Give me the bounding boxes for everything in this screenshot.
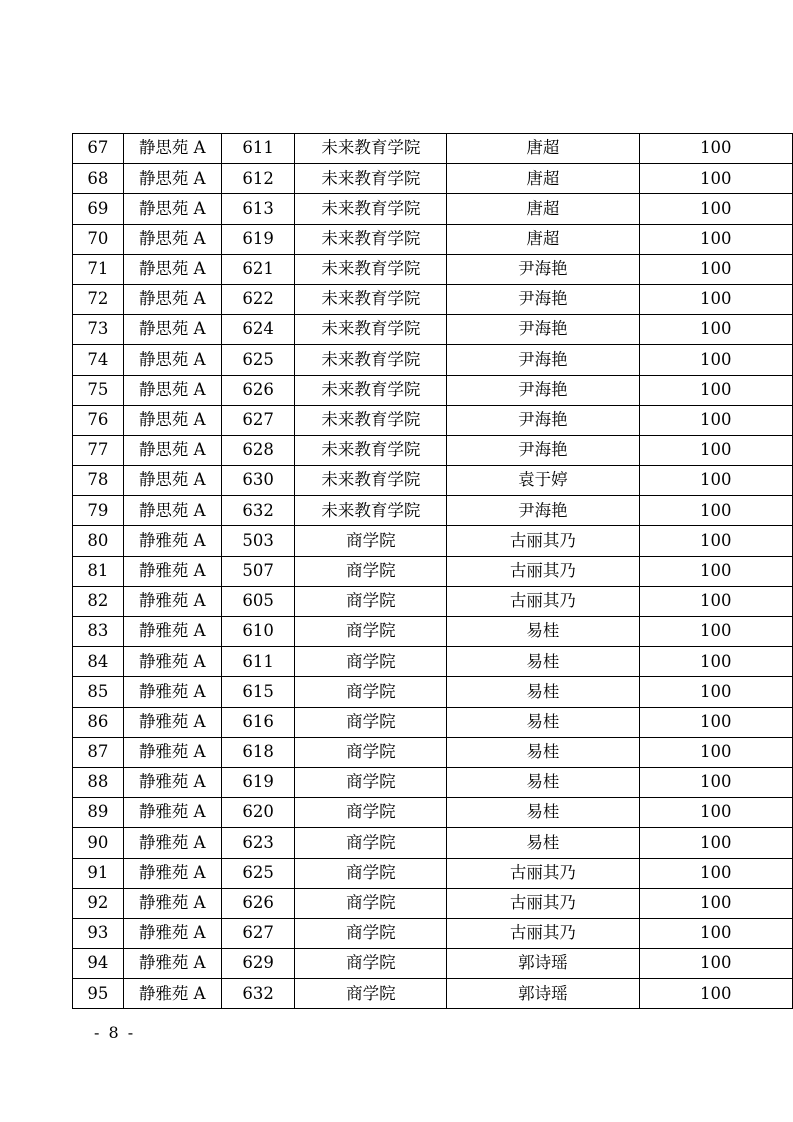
college-cell: 未来教育学院: [295, 496, 447, 526]
score-cell: 100: [639, 949, 792, 979]
college-cell: 商学院: [295, 798, 447, 828]
row-number-cell: 69: [73, 194, 124, 224]
college-cell: 商学院: [295, 586, 447, 616]
building-cell: 静雅苑 A: [123, 556, 221, 586]
room-number-cell: 503: [221, 526, 295, 556]
college-cell: 商学院: [295, 617, 447, 647]
building-cell: 静思苑 A: [123, 194, 221, 224]
room-number-cell: 507: [221, 556, 295, 586]
score-cell: 100: [639, 586, 792, 616]
row-number-cell: 67: [73, 134, 124, 164]
counselor-cell: 古丽其乃: [447, 858, 639, 888]
table-row: [73, 979, 793, 1009]
college-cell: 商学院: [295, 647, 447, 677]
row-number-cell: 78: [73, 466, 124, 496]
table-row: [73, 737, 793, 767]
counselor-cell: 易桂: [447, 707, 639, 737]
score-cell: 100: [639, 647, 792, 677]
room-number-cell: 629: [221, 949, 295, 979]
room-number-cell: 627: [221, 918, 295, 948]
score-cell: 100: [639, 345, 792, 375]
row-number-cell: 71: [73, 254, 124, 284]
counselor-cell: 古丽其乃: [447, 586, 639, 616]
building-cell: 静雅苑 A: [123, 617, 221, 647]
college-cell: 商学院: [295, 858, 447, 888]
counselor-cell: 尹海艳: [447, 254, 639, 284]
building-cell: 静雅苑 A: [123, 798, 221, 828]
counselor-cell: 易桂: [447, 647, 639, 677]
counselor-cell: 易桂: [447, 737, 639, 767]
score-cell: 100: [639, 767, 792, 797]
row-number-cell: 83: [73, 617, 124, 647]
room-number-cell: 625: [221, 858, 295, 888]
room-number-cell: 624: [221, 315, 295, 345]
score-cell: 100: [639, 405, 792, 435]
building-cell: 静雅苑 A: [123, 949, 221, 979]
room-number-cell: 611: [221, 134, 295, 164]
score-cell: 100: [639, 526, 792, 556]
row-number-cell: 72: [73, 284, 124, 314]
building-cell: 静雅苑 A: [123, 979, 221, 1009]
room-number-cell: 623: [221, 828, 295, 858]
counselor-cell: 尹海艳: [447, 496, 639, 526]
building-cell: 静思苑 A: [123, 405, 221, 435]
room-number-cell: 626: [221, 375, 295, 405]
college-cell: 未来教育学院: [295, 224, 447, 254]
building-cell: 静雅苑 A: [123, 828, 221, 858]
table-row: [73, 496, 793, 526]
room-number-cell: 621: [221, 254, 295, 284]
building-cell: 静雅苑 A: [123, 526, 221, 556]
table-row: [73, 586, 793, 616]
row-number-cell: 76: [73, 405, 124, 435]
college-cell: 未来教育学院: [295, 194, 447, 224]
counselor-cell: 尹海艳: [447, 345, 639, 375]
table-body: [73, 134, 793, 1009]
college-cell: 未来教育学院: [295, 375, 447, 405]
row-number-cell: 84: [73, 647, 124, 677]
table-row: [73, 888, 793, 918]
table-row: [73, 858, 793, 888]
table-row: [73, 405, 793, 435]
score-cell: 100: [639, 254, 792, 284]
counselor-cell: 唐超: [447, 194, 639, 224]
score-cell: 100: [639, 496, 792, 526]
college-cell: 未来教育学院: [295, 345, 447, 375]
table-row: [73, 918, 793, 948]
table-row: [73, 375, 793, 405]
room-number-cell: 620: [221, 798, 295, 828]
room-number-cell: 605: [221, 586, 295, 616]
building-cell: 静思苑 A: [123, 134, 221, 164]
building-cell: 静思苑 A: [123, 466, 221, 496]
row-number-cell: 93: [73, 918, 124, 948]
college-cell: 未来教育学院: [295, 164, 447, 194]
building-cell: 静思苑 A: [123, 375, 221, 405]
score-cell: 100: [639, 134, 792, 164]
building-cell: 静思苑 A: [123, 435, 221, 465]
table-row: [73, 949, 793, 979]
score-cell: 100: [639, 918, 792, 948]
row-number-cell: 89: [73, 798, 124, 828]
building-cell: 静思苑 A: [123, 345, 221, 375]
table-row: [73, 164, 793, 194]
score-cell: 100: [639, 466, 792, 496]
table-row: [73, 466, 793, 496]
counselor-cell: 唐超: [447, 224, 639, 254]
score-cell: 100: [639, 194, 792, 224]
college-cell: 商学院: [295, 707, 447, 737]
college-cell: 未来教育学院: [295, 466, 447, 496]
row-number-cell: 90: [73, 828, 124, 858]
row-number-cell: 82: [73, 586, 124, 616]
score-cell: 100: [639, 737, 792, 767]
score-cell: 100: [639, 164, 792, 194]
row-number-cell: 85: [73, 677, 124, 707]
building-cell: 静雅苑 A: [123, 707, 221, 737]
row-number-cell: 74: [73, 345, 124, 375]
building-cell: 静雅苑 A: [123, 586, 221, 616]
building-cell: 静思苑 A: [123, 164, 221, 194]
table-row: [73, 828, 793, 858]
room-number-cell: 619: [221, 224, 295, 254]
college-cell: 未来教育学院: [295, 315, 447, 345]
building-cell: 静雅苑 A: [123, 737, 221, 767]
counselor-cell: 易桂: [447, 798, 639, 828]
room-number-cell: 628: [221, 435, 295, 465]
row-number-cell: 87: [73, 737, 124, 767]
room-number-cell: 615: [221, 677, 295, 707]
row-number-cell: 68: [73, 164, 124, 194]
college-cell: 商学院: [295, 949, 447, 979]
room-number-cell: 632: [221, 496, 295, 526]
counselor-cell: 尹海艳: [447, 405, 639, 435]
row-number-cell: 70: [73, 224, 124, 254]
building-cell: 静雅苑 A: [123, 647, 221, 677]
college-cell: 未来教育学院: [295, 284, 447, 314]
counselor-cell: 郭诗瑶: [447, 979, 639, 1009]
building-cell: 静思苑 A: [123, 254, 221, 284]
counselor-cell: 古丽其乃: [447, 526, 639, 556]
room-number-cell: 618: [221, 737, 295, 767]
table-row: [73, 315, 793, 345]
building-cell: 静雅苑 A: [123, 918, 221, 948]
row-number-cell: 91: [73, 858, 124, 888]
college-cell: 商学院: [295, 737, 447, 767]
room-number-cell: 610: [221, 617, 295, 647]
counselor-cell: 郭诗瑶: [447, 949, 639, 979]
score-cell: 100: [639, 556, 792, 586]
table-row: [73, 435, 793, 465]
row-number-cell: 81: [73, 556, 124, 586]
college-cell: 商学院: [295, 767, 447, 797]
room-number-cell: 627: [221, 405, 295, 435]
counselor-cell: 易桂: [447, 677, 639, 707]
college-cell: 未来教育学院: [295, 134, 447, 164]
score-cell: 100: [639, 979, 792, 1009]
college-cell: 商学院: [295, 918, 447, 948]
score-cell: 100: [639, 375, 792, 405]
row-number-cell: 73: [73, 315, 124, 345]
room-number-cell: 612: [221, 164, 295, 194]
counselor-cell: 唐超: [447, 164, 639, 194]
score-cell: 100: [639, 617, 792, 647]
table-row: [73, 194, 793, 224]
table-row: [73, 224, 793, 254]
building-cell: 静雅苑 A: [123, 888, 221, 918]
row-number-cell: 75: [73, 375, 124, 405]
score-cell: 100: [639, 707, 792, 737]
building-cell: 静思苑 A: [123, 496, 221, 526]
room-number-cell: 616: [221, 707, 295, 737]
college-cell: 商学院: [295, 526, 447, 556]
building-cell: 静思苑 A: [123, 315, 221, 345]
counselor-cell: 尹海艳: [447, 284, 639, 314]
row-number-cell: 88: [73, 767, 124, 797]
counselor-cell: 易桂: [447, 767, 639, 797]
row-number-cell: 95: [73, 979, 124, 1009]
table-row: [73, 677, 793, 707]
table-row: [73, 617, 793, 647]
counselor-cell: 古丽其乃: [447, 556, 639, 586]
score-cell: 100: [639, 677, 792, 707]
college-cell: 商学院: [295, 677, 447, 707]
table-row: [73, 707, 793, 737]
counselor-cell: 古丽其乃: [447, 888, 639, 918]
room-number-cell: 626: [221, 888, 295, 918]
score-cell: 100: [639, 315, 792, 345]
room-number-cell: 632: [221, 979, 295, 1009]
counselor-cell: 唐超: [447, 134, 639, 164]
counselor-cell: 尹海艳: [447, 435, 639, 465]
building-cell: 静思苑 A: [123, 284, 221, 314]
table-row: [73, 767, 793, 797]
row-number-cell: 94: [73, 949, 124, 979]
building-cell: 静雅苑 A: [123, 767, 221, 797]
table-row: [73, 556, 793, 586]
room-number-cell: 619: [221, 767, 295, 797]
room-number-cell: 625: [221, 345, 295, 375]
college-cell: 商学院: [295, 828, 447, 858]
table-row: [73, 798, 793, 828]
score-cell: 100: [639, 798, 792, 828]
counselor-cell: 袁于婷: [447, 466, 639, 496]
row-number-cell: 79: [73, 496, 124, 526]
counselor-cell: 尹海艳: [447, 375, 639, 405]
room-number-cell: 630: [221, 466, 295, 496]
score-cell: 100: [639, 224, 792, 254]
college-cell: 未来教育学院: [295, 405, 447, 435]
table-row: [73, 647, 793, 677]
score-cell: 100: [639, 284, 792, 314]
building-cell: 静思苑 A: [123, 224, 221, 254]
room-number-cell: 613: [221, 194, 295, 224]
row-number-cell: 80: [73, 526, 124, 556]
score-cell: 100: [639, 435, 792, 465]
college-cell: 商学院: [295, 556, 447, 586]
room-number-cell: 622: [221, 284, 295, 314]
table-row: [73, 254, 793, 284]
college-cell: 商学院: [295, 888, 447, 918]
college-cell: 商学院: [295, 979, 447, 1009]
score-cell: 100: [639, 828, 792, 858]
score-cell: 100: [639, 858, 792, 888]
building-cell: 静雅苑 A: [123, 677, 221, 707]
counselor-cell: 尹海艳: [447, 315, 639, 345]
row-number-cell: 77: [73, 435, 124, 465]
score-cell: 100: [639, 888, 792, 918]
college-cell: 未来教育学院: [295, 254, 447, 284]
college-cell: 未来教育学院: [295, 435, 447, 465]
room-number-cell: 611: [221, 647, 295, 677]
table-row: [73, 284, 793, 314]
row-number-cell: 86: [73, 707, 124, 737]
building-cell: 静雅苑 A: [123, 858, 221, 888]
row-number-cell: 92: [73, 888, 124, 918]
table-row: [73, 345, 793, 375]
table-row: [73, 134, 793, 164]
table-row: [73, 526, 793, 556]
dormitory-score-table: [72, 133, 793, 1009]
counselor-cell: 古丽其乃: [447, 918, 639, 948]
page-number: - 8 -: [94, 1023, 136, 1042]
counselor-cell: 易桂: [447, 828, 639, 858]
counselor-cell: 易桂: [447, 617, 639, 647]
